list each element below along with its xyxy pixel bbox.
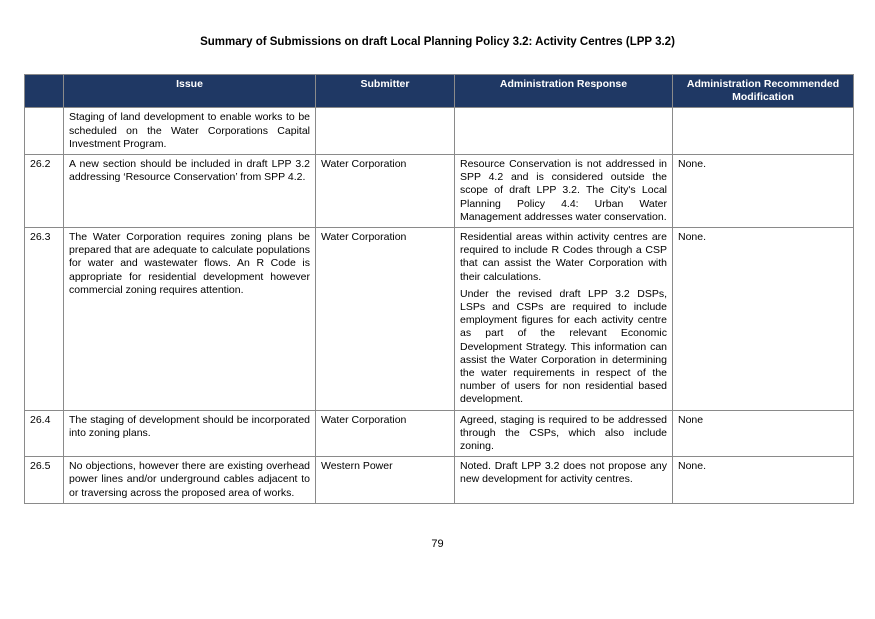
submissions-table xyxy=(24,74,854,504)
page-number: 79 xyxy=(431,538,444,550)
row-number: 26.2 xyxy=(25,155,64,228)
row-issue: The Water Corporation requires zoning plans be prepared that are adequate to calculate populations for water and wastewater flows. An R Code is appropriate for residential development however commercial zoning requires attention. xyxy=(64,228,316,411)
row-issue: Staging of land development to enable works to be scheduled on the Water Corporations Capital Investment Program. xyxy=(64,108,316,155)
response-paragraph: Agreed, staging is required to be addressed through the CSPs, which also include zoning. xyxy=(460,413,667,453)
row-submitter: Western Power xyxy=(316,457,455,504)
header-modification: Administration Recommended Modification xyxy=(673,75,854,108)
header-number xyxy=(25,75,64,108)
page-title: Summary of Submissions on draft Local Planning Policy 3.2: Activity Centres (LPP 3.2) xyxy=(200,36,675,48)
table-row xyxy=(25,155,854,228)
table-row xyxy=(25,228,854,411)
row-response xyxy=(455,457,673,504)
row-issue: The staging of development should be incorporated into zoning plans. xyxy=(64,410,316,457)
row-issue: No objections, however there are existing overhead power lines and/or underground cables adjacent to or traversing across the proposed area of works. xyxy=(64,457,316,504)
response-paragraph: Resource Conservation is not addressed in SPP 4.2 and is considered outside the scope of draft LPP 3.2. The City's Local Planning Policy 4.4: Urban Water Management addresses water conservation. xyxy=(460,158,667,223)
row-submitter: Water Corporation xyxy=(316,155,455,228)
row-number xyxy=(25,108,64,155)
row-modification: None xyxy=(673,410,854,457)
row-modification: None. xyxy=(673,155,854,228)
table-row xyxy=(25,410,854,457)
row-response xyxy=(455,108,673,155)
row-issue: A new section should be included in draft LPP 3.2 addressing ‘Resource Conservation’ from SPP 4.2. xyxy=(64,155,316,228)
header-response: Administration Response xyxy=(455,75,673,108)
row-response xyxy=(455,155,673,228)
response-paragraph: Residential areas within activity centres are required to include R Codes through a CSP that can assist the Water Corporation with their calculations. xyxy=(460,231,667,283)
row-modification: None. xyxy=(673,228,854,411)
row-submitter xyxy=(316,108,455,155)
row-modification: None. xyxy=(673,457,854,504)
row-response xyxy=(455,228,673,411)
table-row xyxy=(25,108,854,155)
response-paragraph: Under the revised draft LPP 3.2 DSPs, LSPs and CSPs are required to include employment figures for each activity centre as part of the relevant Economic Development Strategy. This information can assist the Water Corporation in determining the water requirements in respect of the number of users for non residential based development. xyxy=(460,287,667,406)
row-response xyxy=(455,410,673,457)
header-issue: Issue xyxy=(64,75,316,108)
row-number: 26.3 xyxy=(25,228,64,411)
header-submitter: Submitter xyxy=(316,75,455,108)
row-number: 26.5 xyxy=(25,457,64,504)
row-submitter: Water Corporation xyxy=(316,410,455,457)
table-header-row xyxy=(25,75,854,108)
response-paragraph: Noted. Draft LPP 3.2 does not propose any new development for activity centres. xyxy=(460,460,667,486)
row-number: 26.4 xyxy=(25,410,64,457)
table-row xyxy=(25,457,854,504)
row-modification xyxy=(673,108,854,155)
row-submitter: Water Corporation xyxy=(316,228,455,411)
